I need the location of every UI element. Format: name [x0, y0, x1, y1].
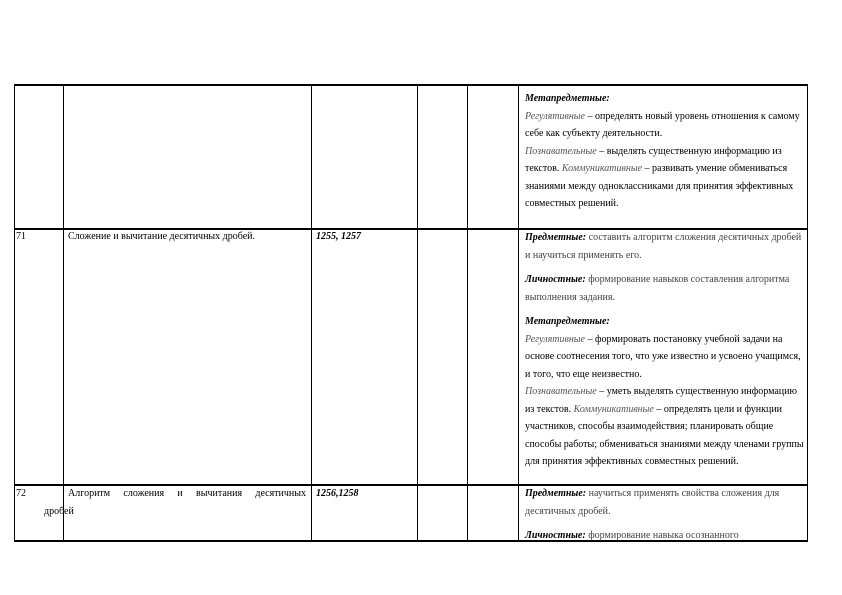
- pozn-text: – выделять существенную информацию из текстов.: [525, 145, 782, 174]
- reg-label: Регулятивные: [525, 333, 585, 345]
- pers-heading: Личностные:: [525, 530, 586, 541]
- reg-text: – определять новый уровень отношения к самому себе как субъекту деятельности.: [525, 110, 800, 139]
- col-border-right: [807, 84, 808, 541]
- row72-number: 72: [16, 488, 26, 499]
- row72-requirements: [525, 485, 807, 545]
- row71-exercises: 1255, 1257: [316, 231, 361, 242]
- pers-text: формирование навыка осознанного: [585, 530, 739, 541]
- pozn-text: – уметь выделять существенную информацию из текстов.: [525, 386, 797, 415]
- row72-topic-text-cont: дробей: [44, 505, 74, 517]
- komm-label: Коммуникативные: [573, 403, 654, 415]
- pers-heading: Личностные:: [525, 274, 586, 285]
- pozn-label: Познавательные: [525, 145, 597, 157]
- subj-text: составить алгоритм сложения десятичных дробей и научиться применять его.: [525, 232, 802, 261]
- komm-label: Коммуникативные: [561, 163, 643, 174]
- row71-requirements: [525, 229, 807, 471]
- komm-text: – определять цели и функции участников, способы взаимодействия; планировать общие способы работы; обмениваться знаниями между членами группы для принятия эффективных совместных решений.: [525, 403, 804, 467]
- col-border-left: [14, 84, 15, 541]
- row72-exercises: 1256,1258: [316, 488, 359, 499]
- col-border-num: [63, 84, 64, 541]
- meta-heading: Метапредметные:: [525, 316, 610, 327]
- pers-text: формирование навыков составления алгоритма выполнения задания.: [525, 274, 790, 303]
- row0-requirements: [525, 90, 807, 213]
- meta-heading: Метапредметные:: [525, 93, 610, 104]
- komm-text: – развивать умение обмениваться знаниями между одноклассниками для принятия эффективных совместных решений.: [525, 163, 794, 209]
- row72-topic: [44, 485, 306, 520]
- col-border-topic: [311, 84, 312, 541]
- reg-text: – формировать постановку учебной задачи на основе соотнесения того, что уже известно и усвоено учащимся, и того, что еще неизвестно.: [525, 333, 801, 380]
- col-border-ex: [417, 84, 418, 541]
- row71-number: 71: [16, 231, 26, 242]
- reg-label: Регулятивные: [525, 110, 585, 122]
- pozn-label: Познавательные: [525, 386, 597, 397]
- subj-heading: Предметные:: [525, 232, 587, 243]
- row71-topic: Сложение и вычитание десятичных дробей.: [68, 231, 255, 242]
- col-border-c5: [518, 84, 519, 541]
- col-border-c4: [467, 84, 468, 541]
- table-border-top: [14, 84, 808, 86]
- subj-text: научиться применять свойства сложения для десятичных дробей.: [525, 488, 780, 517]
- row72-topic-text: Алгоритм сложения и вычитания десятичных: [68, 488, 306, 499]
- subj-heading: Предметные:: [525, 488, 587, 499]
